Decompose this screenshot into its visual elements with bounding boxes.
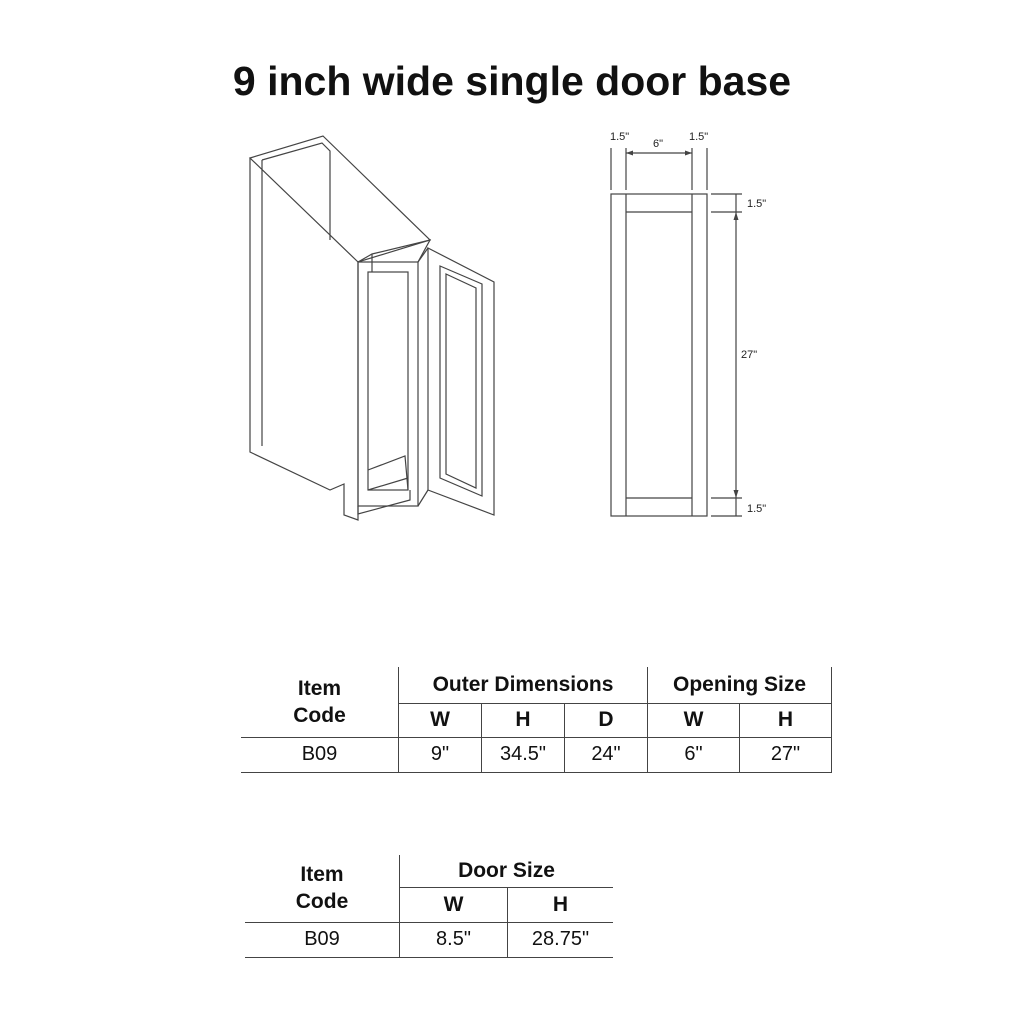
door-size-header: Door Size	[400, 855, 614, 887]
door-item-code-header-line2: Code	[295, 890, 349, 914]
outer-dimensions-table	[241, 667, 832, 773]
opening-h-header: H	[740, 703, 832, 737]
opening-h-cell: 27"	[740, 737, 832, 772]
dim-opening-height-label: 27"	[741, 349, 758, 361]
dim-bottom-rail-label: 1.5"	[747, 503, 767, 515]
front-elevation-drawing	[611, 148, 742, 516]
outer-d-cell: 24"	[565, 737, 648, 772]
door-item-code-header	[245, 855, 400, 922]
dim-top-rail-label: 1.5"	[747, 198, 767, 210]
opening-w-cell: 6"	[648, 737, 740, 772]
outer-h-header: H	[482, 703, 565, 737]
opening-size-header: Opening Size	[648, 667, 832, 703]
door-w-cell: 8.5"	[400, 922, 508, 957]
door-h-header: H	[508, 887, 614, 922]
door-w-header: W	[400, 887, 508, 922]
item-code-header-line2: Code	[293, 703, 346, 727]
cabinet-isometric-drawing	[250, 136, 494, 520]
table-row	[241, 737, 832, 772]
opening-w-header: W	[648, 703, 740, 737]
item-code-header-line1: Item	[297, 676, 342, 700]
item-code-header	[241, 667, 399, 737]
outer-h-cell: 34.5"	[482, 737, 565, 772]
door-h-cell: 28.75"	[508, 922, 614, 957]
dim-opening-width-label: 6"	[653, 138, 664, 150]
table-row	[245, 922, 613, 957]
outer-d-header: D	[565, 703, 648, 737]
page-title: 9 inch wide single door base	[232, 58, 792, 104]
door-item-code-cell: B09	[245, 922, 400, 957]
dim-right-stile-label: 1.5"	[689, 131, 709, 143]
outer-dimensions-header: Outer Dimensions	[399, 667, 648, 703]
outer-w-cell: 9"	[399, 737, 482, 772]
door-item-code-header-line1: Item	[300, 863, 344, 887]
dim-left-stile-label: 1.5"	[610, 131, 630, 143]
item-code-cell: B09	[241, 737, 399, 772]
door-size-table	[245, 855, 613, 958]
outer-w-header: W	[399, 703, 482, 737]
